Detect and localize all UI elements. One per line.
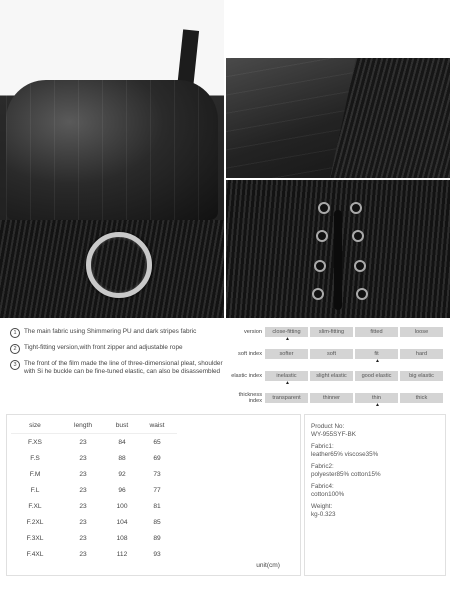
eyelet	[312, 288, 324, 300]
table-row	[11, 450, 177, 466]
info-fabric4	[311, 483, 439, 499]
feature-text: Tight-fitting version,with front zipper and adjustable rope	[24, 344, 183, 351]
cell-size: F.S	[30, 454, 40, 462]
attr-label: elastic index	[231, 373, 262, 379]
cell-length: 23	[79, 486, 87, 494]
table-row	[11, 498, 177, 514]
unit-label: unit(cm)	[256, 562, 280, 569]
info-product-no	[311, 423, 439, 439]
attr-row-version	[231, 324, 445, 340]
cell-size: F.XS	[28, 438, 42, 446]
pu-fabric-detail	[226, 58, 356, 178]
cell-length: 23	[79, 454, 87, 462]
cell-waist: 77	[153, 486, 161, 494]
attr-option: loose	[400, 327, 443, 337]
attr-label: thickness index	[238, 392, 262, 404]
info-value: WY-955SYF-BK	[311, 431, 356, 438]
attr-option: inelastic	[265, 371, 308, 381]
attr-option: fit	[355, 349, 398, 359]
col-header-waist: waist	[137, 417, 177, 434]
cell-length: 23	[79, 550, 87, 558]
attribute-scale	[231, 324, 445, 412]
attr-row-elastic	[231, 368, 445, 384]
attr-option: thin	[355, 393, 398, 403]
info-label: Fabric2:	[311, 463, 334, 470]
table-row	[11, 466, 177, 482]
selected-marker-icon: ▲	[285, 380, 290, 386]
attr-option: thinner	[310, 393, 353, 403]
cell-size: F.XL	[28, 502, 42, 510]
cell-length: 23	[79, 518, 87, 526]
attr-option: slim-fitting	[310, 327, 353, 337]
cell-size: F.4XL	[26, 550, 44, 558]
feature-item	[10, 344, 230, 354]
size-table	[11, 417, 177, 562]
selected-marker-icon: ▲	[375, 402, 380, 408]
lacing-cord	[334, 210, 342, 310]
col-header-bust: bust	[107, 417, 137, 434]
cell-size: F.3XL	[26, 534, 44, 542]
metal-ring-buckle	[86, 232, 152, 298]
attr-row-thickness	[231, 390, 445, 406]
cell-waist: 93	[153, 550, 161, 558]
eyelet	[352, 230, 364, 242]
lace-up-detail-photo	[226, 180, 450, 318]
table-row	[11, 546, 177, 562]
attr-option: close-fitting	[265, 327, 308, 337]
feature-number: 2	[10, 344, 20, 354]
cell-size: F.M	[29, 470, 41, 478]
eyelet	[314, 260, 326, 272]
info-fabric2	[311, 463, 439, 479]
attr-label: soft index	[238, 351, 262, 357]
info-value: kg-0.323	[311, 511, 336, 518]
attr-option: softer	[265, 349, 308, 359]
eyelet	[318, 202, 330, 214]
cell-waist: 81	[153, 502, 161, 510]
feature-text: The front of the film made the line of three-dimensional pleat, shoulder with Si he buckle can be fine-tuned elastic, can also be disassembled	[24, 360, 223, 375]
table-row	[11, 434, 177, 451]
cell-bust: 104	[116, 518, 128, 526]
info-weight	[311, 503, 439, 519]
eyelet	[354, 260, 366, 272]
size-chart	[6, 414, 301, 576]
cell-waist: 73	[153, 470, 161, 478]
cell-bust: 112	[116, 550, 128, 558]
feature-item	[10, 360, 230, 376]
cell-size: F.2XL	[26, 518, 44, 526]
info-label: Fabric1:	[311, 443, 334, 450]
attr-option: big elastic	[400, 371, 443, 381]
eyelet	[356, 288, 368, 300]
cell-waist: 85	[153, 518, 161, 526]
attr-row-soft	[231, 346, 445, 362]
feature-list	[10, 328, 230, 382]
info-value: polyester85% cotton15%	[311, 471, 381, 478]
col-header-size: size	[11, 417, 59, 434]
attr-option: soft	[310, 349, 353, 359]
cell-bust: 88	[118, 454, 126, 462]
feature-text: The main fabric using Shimmering PU and dark stripes fabric	[24, 328, 197, 335]
info-label: Fabric4:	[311, 483, 334, 490]
info-fabric1	[311, 443, 439, 459]
attr-label: version	[243, 329, 262, 335]
attr-option: good elastic	[355, 371, 398, 381]
selected-marker-icon: ▲	[285, 336, 290, 342]
cell-bust: 84	[118, 438, 126, 446]
info-label: Weight:	[311, 503, 333, 510]
cell-bust: 92	[118, 470, 126, 478]
attr-option: fitted	[355, 327, 398, 337]
attr-option: transparent	[265, 393, 308, 403]
product-photo-front	[0, 0, 224, 318]
pu-bodice	[6, 80, 218, 220]
cell-length: 23	[79, 470, 87, 478]
cell-waist: 65	[153, 438, 161, 446]
attr-option: hard	[400, 349, 443, 359]
feature-number: 3	[10, 360, 20, 370]
selected-marker-icon: ▲	[375, 358, 380, 364]
cell-length: 23	[79, 438, 87, 446]
feature-item	[10, 328, 230, 338]
info-label: Product No:	[311, 423, 345, 430]
cell-bust: 100	[116, 502, 128, 510]
cell-length: 23	[79, 502, 87, 510]
info-value: leather65% viscose35%	[311, 451, 379, 458]
table-row	[11, 530, 177, 546]
attr-option: slight elastic	[310, 371, 353, 381]
cell-size: F.L	[30, 486, 40, 494]
table-row	[11, 482, 177, 498]
size-table-header	[11, 417, 177, 434]
col-header-length: length	[59, 417, 107, 434]
attr-option: thick	[400, 393, 443, 403]
cell-bust: 108	[116, 534, 128, 542]
product-info	[304, 414, 446, 576]
cell-bust: 96	[118, 486, 126, 494]
table-row	[11, 514, 177, 530]
cell-waist: 89	[153, 534, 161, 542]
info-value: cotton100%	[311, 491, 345, 498]
cell-length: 23	[79, 534, 87, 542]
fabric-detail-photo	[226, 58, 450, 178]
eyelet	[350, 202, 362, 214]
feature-number: 1	[10, 328, 20, 338]
cell-waist: 69	[153, 454, 161, 462]
eyelet	[316, 230, 328, 242]
